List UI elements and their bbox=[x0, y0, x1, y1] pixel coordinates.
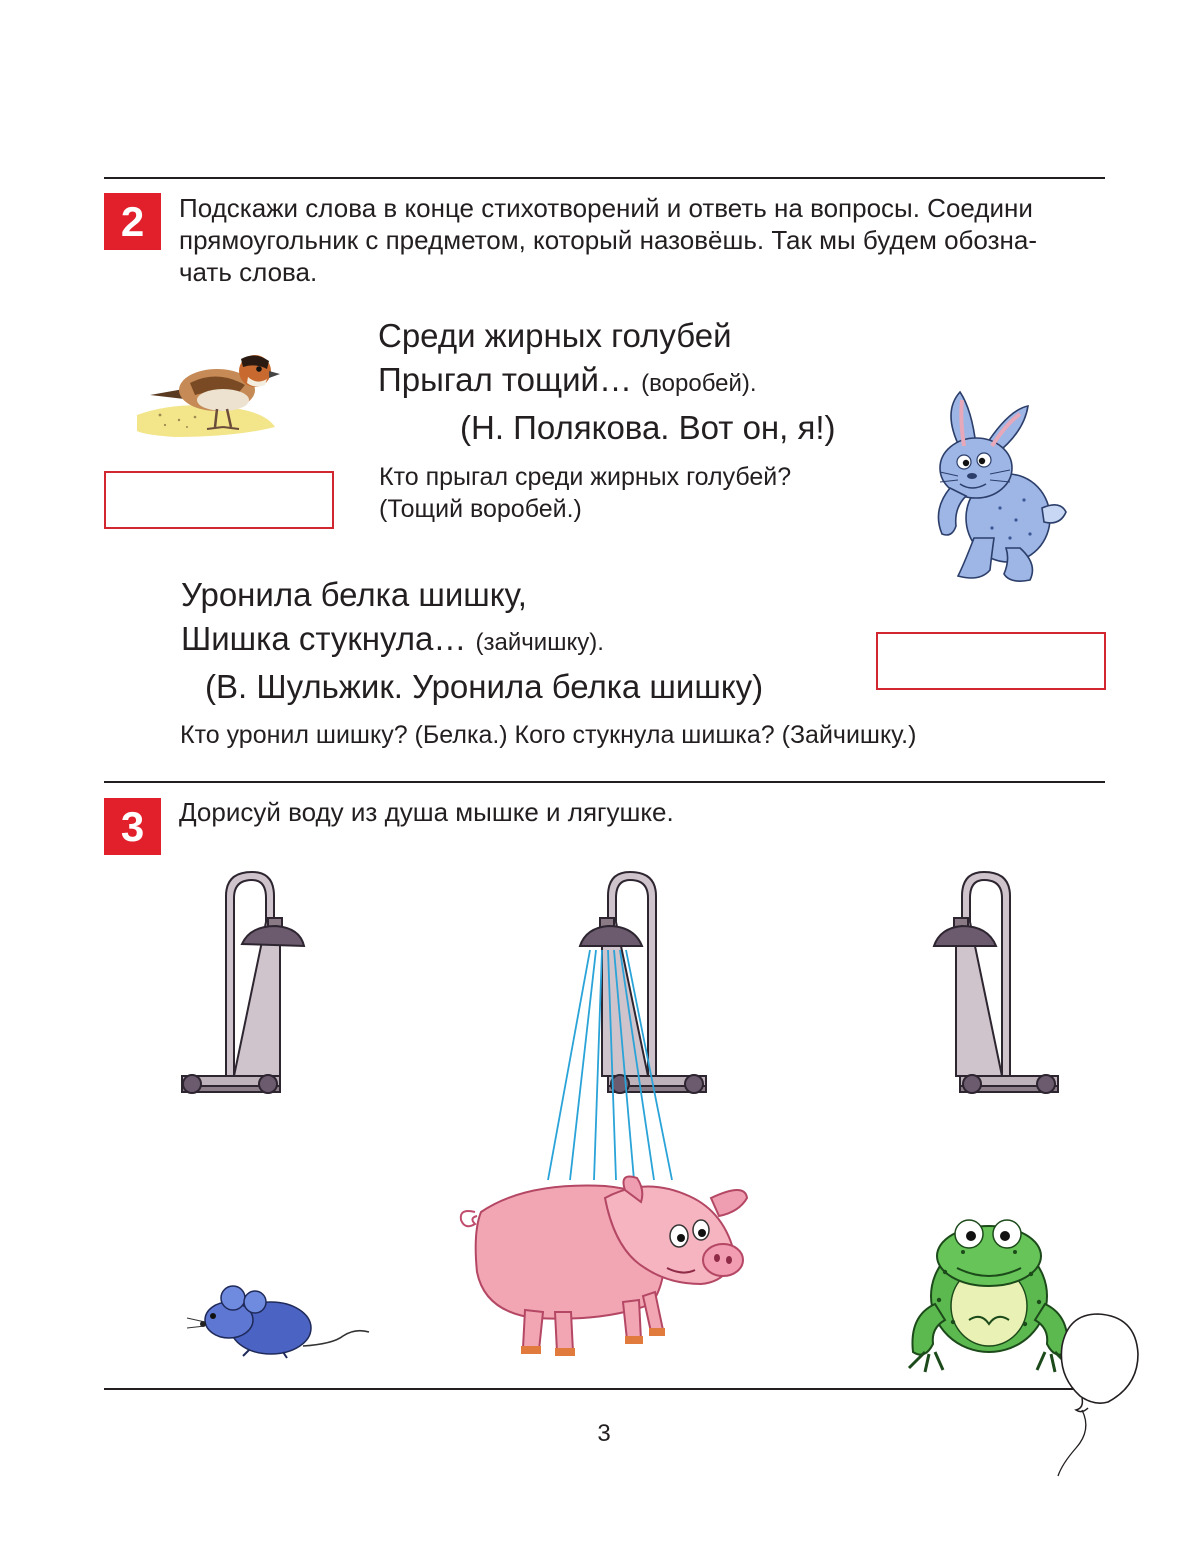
poem-1-qa bbox=[379, 461, 791, 525]
shower-right bbox=[932, 866, 1062, 1110]
task-2-number: 2 bbox=[104, 193, 161, 250]
shower-left bbox=[178, 866, 308, 1110]
poem-1-answer: (воробей). bbox=[641, 370, 757, 397]
bottom-rule bbox=[104, 1388, 1105, 1390]
poem-2-questions: Кто уронил шишку? (Белка.) Кого стукнула шишка? (Зайчишку.) bbox=[180, 721, 917, 749]
poem-2-answer: (зайчишку). bbox=[475, 629, 604, 656]
poem-2-line-2-text: Шишка стукнула… bbox=[181, 620, 467, 657]
poem-1-question: Кто прыгал среди жирных голубей? bbox=[379, 463, 792, 491]
shower-water-lines bbox=[538, 942, 678, 1182]
poem-1-line-1: Среди жирных голубей bbox=[378, 317, 732, 354]
balloon-icon bbox=[1052, 1310, 1142, 1480]
poem-2 bbox=[181, 573, 763, 709]
frog-illustration bbox=[905, 1212, 1075, 1374]
poem-2-author: (В. Шульжик. Уронила белка шишку) bbox=[205, 668, 764, 705]
middle-rule bbox=[104, 781, 1105, 783]
task-2-instruction-line: Подскажи слова в конце стихотворений и ответь на вопросы. Соедини bbox=[179, 193, 1033, 223]
page-number: 3 bbox=[597, 1420, 611, 1447]
poem-2-line-1: Уронила белка шишку, bbox=[181, 576, 527, 613]
bunny-illustration bbox=[920, 388, 1070, 588]
mouse-illustration bbox=[183, 1280, 373, 1362]
poem-1-question-answer: (Тощий воробей.) bbox=[379, 495, 582, 523]
poem-1-author: (Н. Полякова. Вот он, я!) bbox=[460, 409, 836, 446]
task-2-instruction bbox=[179, 192, 1109, 288]
task-2-instruction-line: чать слова. bbox=[179, 257, 318, 287]
answer-box-sparrow[interactable] bbox=[104, 471, 334, 529]
poem-1-line-2 bbox=[378, 358, 836, 406]
task-3-number: 3 bbox=[104, 798, 161, 855]
task-2-instruction-line: прямоугольник с предметом, который назовёшь. Так мы будем обозна- bbox=[179, 225, 1037, 255]
poem-1 bbox=[378, 314, 836, 450]
poem-1-line-2-text: Прыгал тощий… bbox=[378, 361, 632, 398]
poem-2-line-2 bbox=[181, 617, 763, 665]
task-3-instruction: Дорисуй воду из душа мышке и лягушке. bbox=[179, 797, 674, 827]
answer-box-bunny[interactable] bbox=[876, 632, 1106, 690]
pig-illustration bbox=[455, 1172, 750, 1362]
sparrow-illustration bbox=[135, 345, 280, 440]
top-rule bbox=[104, 177, 1105, 179]
